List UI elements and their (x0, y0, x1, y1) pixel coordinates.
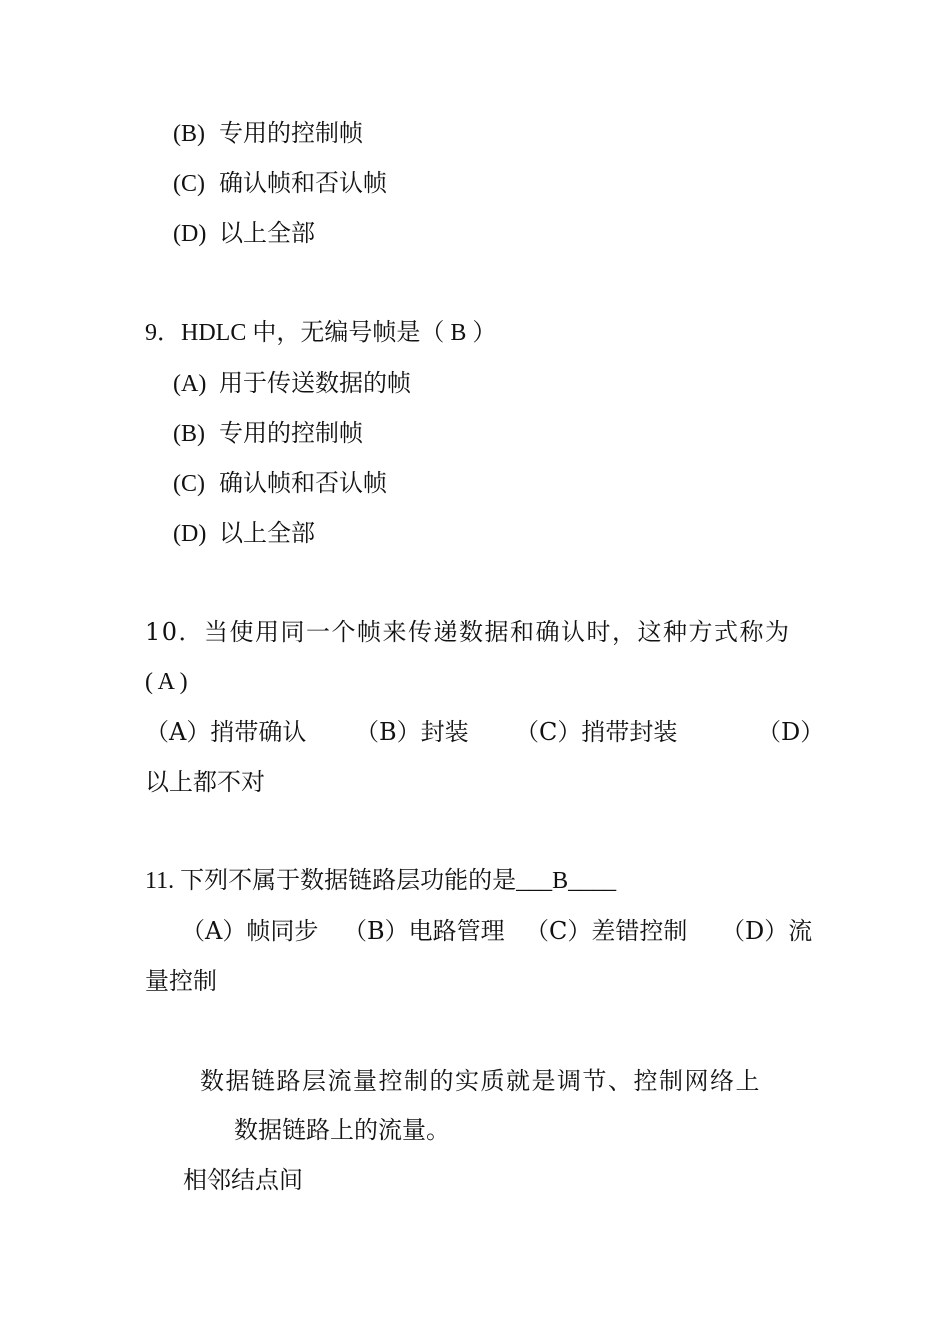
q9-option-c (173, 468, 387, 499)
q9-option-a (173, 368, 411, 399)
q10-option-b: （B）封装 (355, 718, 469, 746)
option-label: (B) (173, 121, 205, 147)
q10-option-d: （D） (757, 718, 825, 746)
q10-question: 10．当使用同一个帧来传递数据和确认时，这种方式称为 (145, 618, 791, 646)
q11-option-b: （B）电路管理 (343, 917, 505, 945)
q11-question: 11. 下列不属于数据链路层功能的是___B____ (145, 868, 617, 894)
option-label: (C) (173, 171, 205, 197)
q11-options-row (145, 916, 815, 946)
option-label: (D) (173, 221, 207, 247)
q9-option-d (173, 518, 315, 549)
option-text: 专用的控制帧 (219, 419, 363, 447)
option-text: 确认帧和否认帧 (219, 169, 387, 197)
q10-answer: ( A ) (145, 669, 188, 695)
option-text: 用于传送数据的帧 (219, 369, 411, 397)
q11-option-a: （A）帧同步 (181, 917, 319, 945)
option-text: 以上全部 (219, 519, 315, 547)
note-line-3: 相邻结点间 (183, 1166, 303, 1194)
option-text: 专用的控制帧 (219, 119, 363, 147)
q11-option-c: （C）差错控制 (525, 917, 688, 945)
option-label: (A) (173, 371, 207, 397)
q10-option-c: （C）捎带封装 (515, 718, 678, 746)
q10-options-row (145, 717, 825, 747)
q8-option-c (173, 168, 387, 199)
q10-option-d-text: 以上都不对 (145, 768, 265, 796)
q11-option-d: （D）流 (721, 917, 813, 945)
option-label: (C) (173, 471, 205, 497)
q8-option-d (173, 218, 315, 249)
option-label: (B) (173, 421, 205, 447)
q8-option-b (173, 118, 363, 149)
q11-option-d-continuation: 量控制 (145, 967, 217, 995)
q9-option-b (173, 418, 363, 449)
option-text: 以上全部 (219, 219, 315, 247)
note-line-2: 数据链路上的流量。 (234, 1116, 450, 1144)
option-label: (D) (173, 521, 207, 547)
q10-option-a: （A）捎带确认 (145, 718, 307, 746)
option-text: 确认帧和否认帧 (219, 469, 387, 497)
q9-question: 9．HDLC 中，无编号帧是（ B ） (145, 320, 497, 346)
note-line-1: 数据链路层流量控制的实质就是调节、控制网络上 (200, 1067, 761, 1095)
